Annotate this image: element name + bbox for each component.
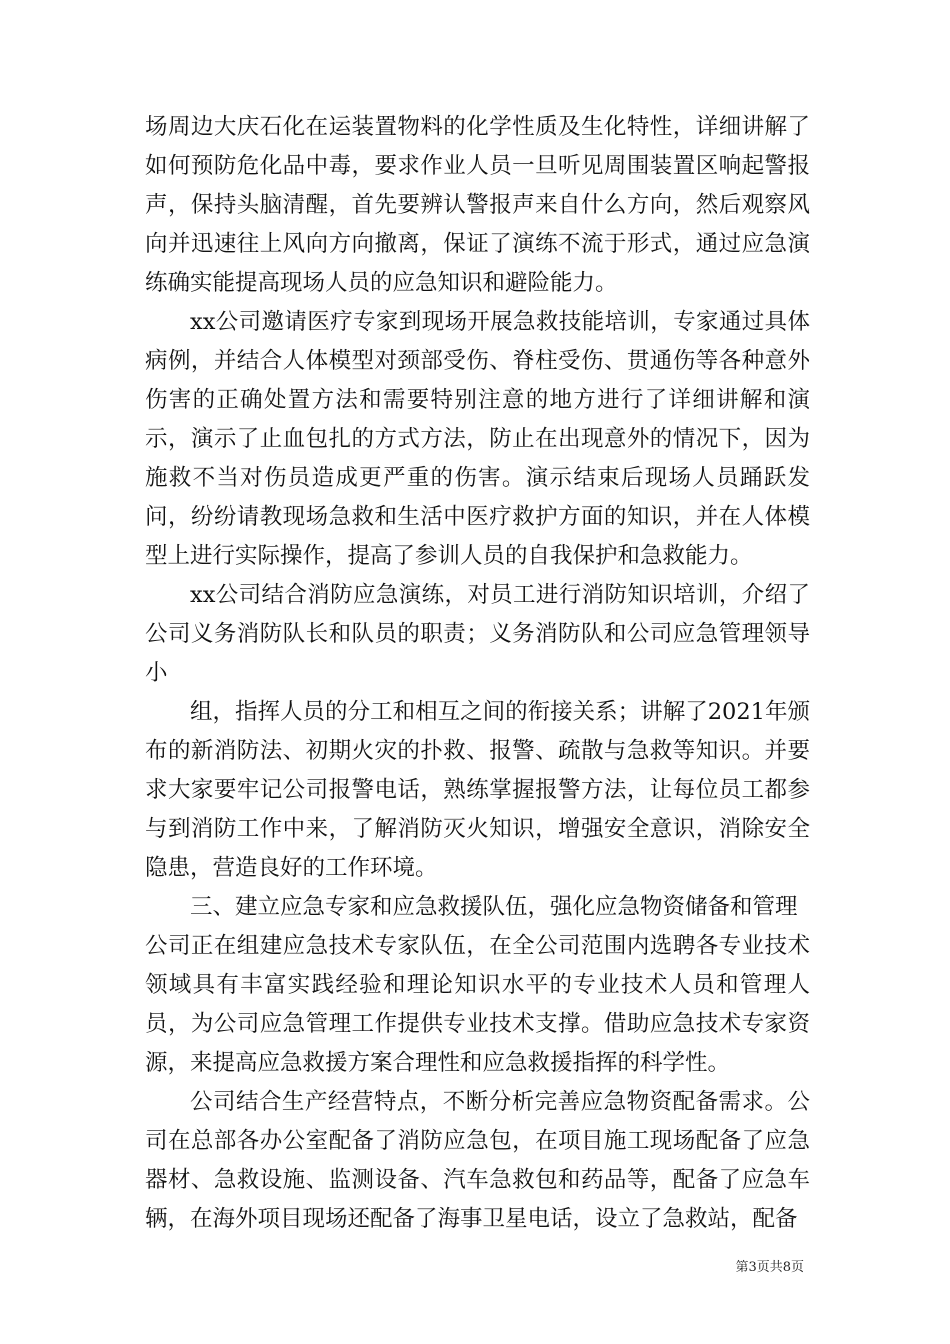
paragraph-fire-training-intro: xx公司结合消防应急演练，对员工进行消防知识培训，介绍了公司义务消防队长和队员的职责；义务消防队和公司应急管理领导小	[145, 582, 810, 686]
paragraph-first-aid-training: xx公司邀请医疗专家到现场开展急救技能培训，专家通过具体病例，并结合人体模型对颈部受伤、脊柱受伤、贯通伤等各种意外伤害的正确处置方法和需要特别注意的地方进行了详细讲解和演示，演示了止血包扎的方式方法，防止在出现意外的情况下，因为施救不当对伤员造成更严重的伤害。演示结束后现场人员踊跃发问，纷纷请教现场急救和生活中医疗救护方面的知识，并在人体模型上进行实际操作，提高了参训人员的自我保护和急救能力。	[145, 309, 810, 569]
paragraph-emergency-supplies: 公司结合生产经营特点，不断分析完善应急物资配备需求。公司在总部各办公室配备了消防应急包，在项目施工现场配备了应急器材、急救设施、监测设备、汽车急救包和药品等，配备了应急车辆，在海外项目现场还配备了海事卫星电话，设立了急救站，配备	[145, 1089, 810, 1232]
page-number: 第3页共8页	[735, 1260, 804, 1275]
paragraph-fire-training-details: 组，指挥人员的分工和相互之间的衔接关系；讲解了2021年颁布的新消防法、初期火灾的扑救、报警、疏散与急救等知识。并要求大家要牢记公司报警电话，熟练掌握报警方法，让每位员工都参与到消防工作中来，了解消防灭火知识，增强安全意识，消除安全隐患，营造良好的工作环境。	[145, 699, 810, 881]
document-body	[145, 108, 810, 1239]
section-heading-emergency-teams: 三、建立应急专家和应急救援队伍，强化应急物资储备和管理	[190, 894, 798, 920]
paragraph-expert-team: 公司正在组建应急技术专家队伍，在全公司范围内选聘各专业技术领域具有丰富实践经验和理论知识水平的专业技术人员和管理人员，为公司应急管理工作提供专业技术支撑。借助应急技术专家资源，来提高应急救援方案合理性和应急救援指挥的科学性。	[145, 933, 810, 1076]
paragraph-drill-safety: 场周边大庆石化在运装置物料的化学性质及生化特性，详细讲解了如何预防危化品中毒，要求作业人员一旦听见周围装置区响起警报声，保持头脑清醒，首先要辨认警报声来自什么方向，然后观察风向并迅速往上风向方向撤离，保证了演练不流于形式，通过应急演练确实能提高现场人员的应急知识和避险能力。	[145, 114, 810, 296]
